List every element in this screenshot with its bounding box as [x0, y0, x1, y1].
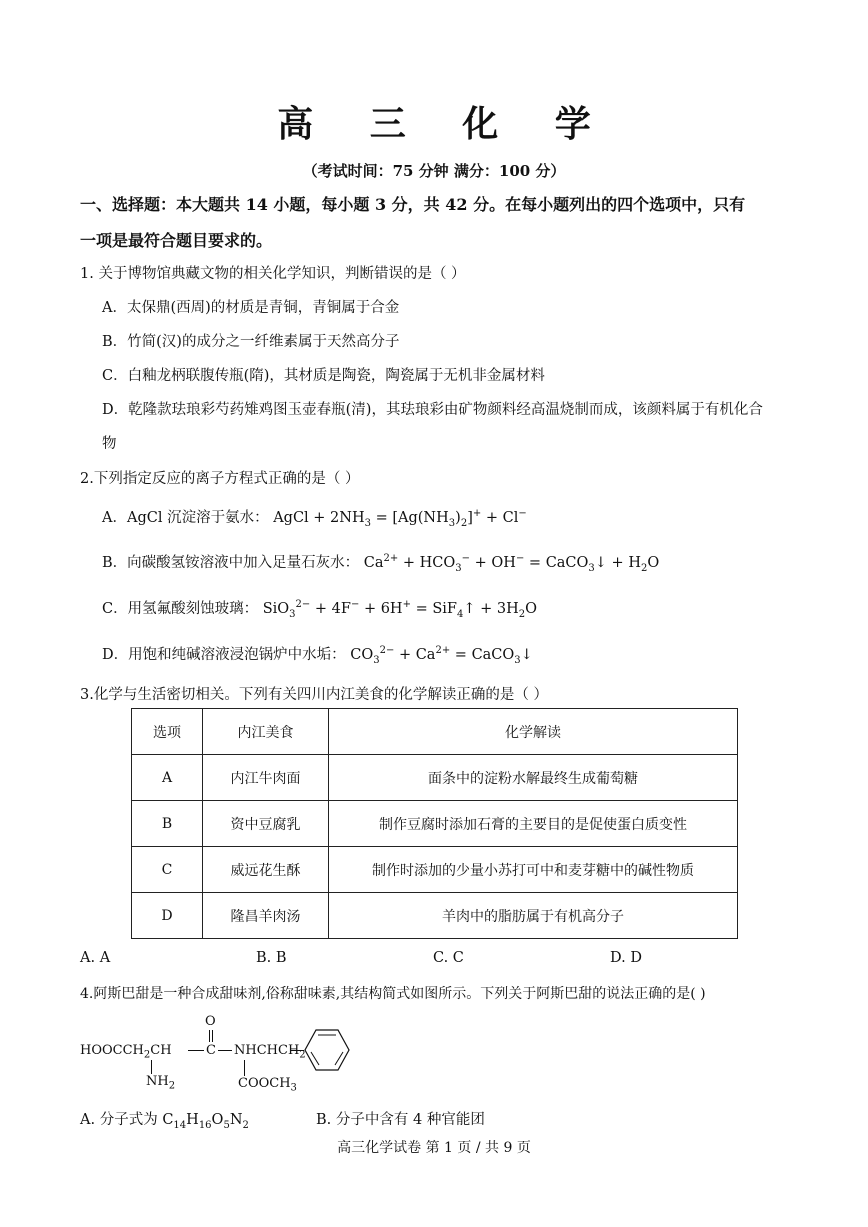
question-3-answer-d: D. D: [610, 950, 642, 966]
benzene-ring-icon: [304, 1028, 350, 1072]
option-c-text: C．用氢氟酸刻蚀玻璃：: [102, 601, 259, 617]
question-2-option-b: [102, 551, 659, 574]
option-a-text: A．AgCl 沉淀溶于氨水：: [102, 510, 269, 526]
question-1-option-c: C．白釉龙柄联腹传瓶(隋)，其材质是陶瓷，陶瓷属于无机非金属材料: [102, 368, 545, 384]
table-cell: 制作豆腐时添加石膏的主要目的是促使蛋白质变性: [329, 801, 738, 847]
table-cell: D: [132, 893, 203, 939]
exam-info: （考试时间：75 分钟 满分：100 分）: [302, 162, 566, 180]
question-1-option-d-cont: 物: [102, 436, 117, 452]
section-heading-line1: 一、选择题：本大题共 14 小题，每小题 3 分，共 42 分。在每小题列出的四个选项中，只有: [80, 195, 746, 214]
question-3-answer-b: B. B: [256, 950, 287, 966]
molecular-formula: $C_{14}H_{16}O_5N_2$: [162, 1112, 249, 1131]
section-heading-line2: 一项是最符合题目要求的。: [80, 231, 273, 250]
equation-b: $Ca^{2+} + HCO_3^- + OH^-$ = CaCO$_3$↓ + $H_2O$: [363, 553, 660, 574]
table-header-row: [132, 709, 738, 755]
question-4-option-a: [80, 1108, 249, 1131]
question-2-option-d: [102, 643, 533, 666]
table-row: [132, 755, 738, 801]
struct-bond: [244, 1060, 245, 1076]
table-cell: 威远花生酥: [203, 847, 329, 893]
struct-amide-group: $NHCHCH_2$: [234, 1043, 306, 1061]
table-cell: 羊肉中的脂肪属于有机高分子: [329, 893, 738, 939]
question-2-option-c: [102, 597, 537, 620]
question-4-stem: 4.阿斯巴甜是一种合成甜味剂,俗称甜味素,其结构简式如图所示。下列关于阿斯巴甜的说法正确的是( ): [80, 986, 706, 1002]
question-1-option-d: D．乾隆款珐琅彩芍药雉鸡图玉壶春瓶(清)，其珐琅彩由矿物颜料经高温烧制而成，该颜料属于有机化合: [102, 402, 763, 418]
equation-c: SiO$_3^{2-}$ + 4F− + 6H+ = SiF$_4$↑ + $3H_2O$: [262, 599, 538, 620]
question-3-answer-c: C. C: [433, 950, 464, 966]
struct-carbonyl-o: O: [205, 1014, 216, 1029]
option-b-text: B．向碳酸氢铵溶液中加入足量石灰水：: [102, 555, 360, 571]
page-footer: 高三化学试卷 第 1 页 / 共 9 页: [337, 1140, 531, 1156]
struct-left-group: $HOOCCH_2CH$: [80, 1043, 172, 1061]
table-cell: C: [132, 847, 203, 893]
struct-bond: [188, 1050, 204, 1051]
struct-carbonyl-c: C: [206, 1043, 216, 1058]
question-1-option-b: B．竹简(汉)的成分之一纤维素属于天然高分子: [102, 334, 400, 350]
question-3-table: [131, 708, 738, 939]
table-header: 选项: [132, 709, 203, 755]
question-2-option-a: [102, 506, 527, 529]
equation-a: AgCl + $2NH_3 = [Ag(NH_3)_2]^+ + Cl^-$: [273, 508, 527, 529]
table-cell: 面条中的淀粉水解最终生成葡萄糖: [329, 755, 738, 801]
page-title: 高 三 化 学: [277, 103, 613, 145]
table-header: 化学解读: [329, 709, 738, 755]
table-row: [132, 847, 738, 893]
table-cell: 隆昌羊肉汤: [203, 893, 329, 939]
equation-d: $CO_3^{2-} + Ca^{2+}$ = CaCO$_3$↓: [350, 645, 533, 666]
table-cell: 内江牛肉面: [203, 755, 329, 801]
table-cell: 资中豆腐乳: [203, 801, 329, 847]
question-3-stem: 3.化学与生活密切相关。下列有关四川内江美食的化学解读正确的是（ ）: [80, 687, 548, 703]
struct-double-bond: [209, 1030, 210, 1042]
table-row: [132, 801, 738, 847]
struct-ester-group: $COOCH_3$: [238, 1076, 297, 1094]
struct-bond: [151, 1060, 152, 1074]
question-2-stem: 2.下列指定反应的离子方程式正确的是（ ）: [80, 471, 360, 487]
table-cell: A: [132, 755, 203, 801]
struct-double-bond: [212, 1030, 213, 1042]
struct-bond: [218, 1050, 232, 1051]
question-4-option-b: B. 分子中含有 4 种官能团: [316, 1112, 485, 1128]
struct-bond: [290, 1050, 304, 1051]
option-d-text: D．用饱和纯碱溶液浸泡锅炉中水垢：: [102, 647, 346, 663]
option-a-text: A. 分子式为: [80, 1112, 163, 1128]
aspartame-structure: [78, 1014, 368, 1100]
table-cell: B: [132, 801, 203, 847]
table-header: 内江美食: [203, 709, 329, 755]
struct-amino-group: $NH_2$: [146, 1074, 176, 1092]
table-row: [132, 893, 738, 939]
question-1-option-a: A．太保鼎(西周)的材质是青铜，青铜属于合金: [102, 300, 400, 316]
question-1-stem: 1. 关于博物馆典藏文物的相关化学知识，判断错误的是（ ）: [80, 266, 466, 282]
question-3-answer-a: A. A: [80, 950, 111, 966]
table-cell: 制作时添加的少量小苏打可中和麦芽糖中的碱性物质: [329, 847, 738, 893]
